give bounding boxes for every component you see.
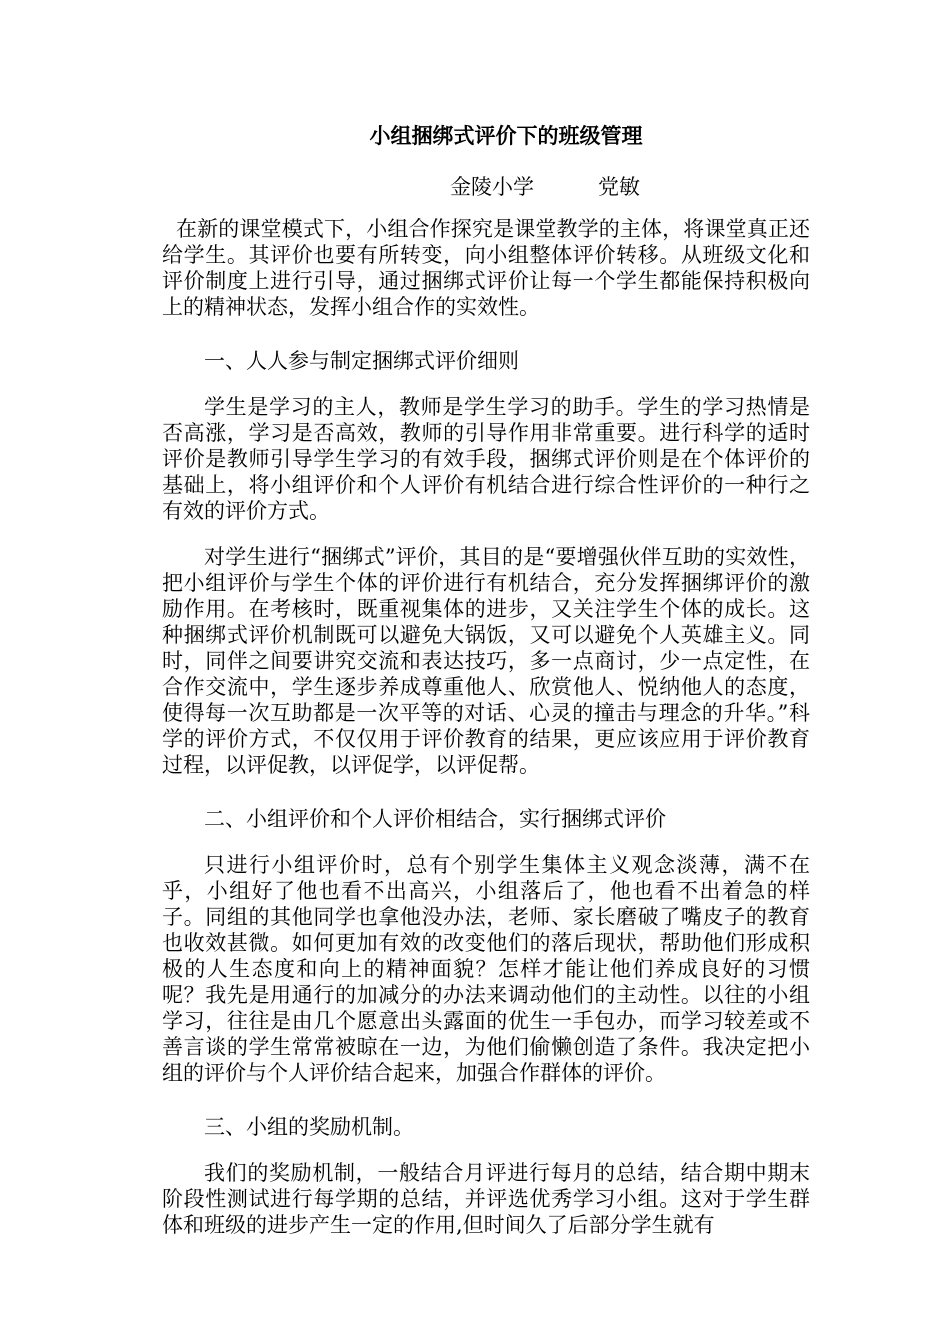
- author-byline: [162, 172, 810, 202]
- section-heading-3: 三、小组的奖励机制。: [204, 1115, 414, 1139]
- document-page: [162, 118, 810, 1238]
- section1-paragraph-2: 对学生进行“捆绑式”评价，其目的是“要增强伙伴互助的实效性，把小组评价与学生个体的评价进行有机结合，充分发挥捆绑评价的激励作用。在考核时，既重视集体的进步，又关注学生个体的成长。这种捆绑式评价机制既可以避免大锅饭，又可以避免个人英雄主义。同时，同伴之间要讲究交流和表达技巧，多一点商讨，少一点定性，在合作交流中，学生逐步养成尊重他人、欣赏他人、悦纳他人的态度，使得每一次互助都是一次平等的对话、心灵的撞击与理念的升华。”科学的评价方式，不仅仅用于评价教育的结果，更应该应用于评价教育过程，以评促教，以评促学，以评促帮。: [162, 545, 810, 777]
- document-title: 小组捆绑式评价下的班级管理: [369, 123, 643, 148]
- section-heading-2: 二、小组评价和个人评价相结合，实行捆绑式评价: [204, 807, 666, 831]
- author-name: 党敏: [598, 175, 640, 199]
- intro-paragraph: 在新的课堂模式下，小组合作探究是课堂教学的主体，将课堂真正还给学生。其评价也要有所转变，向小组整体评价转移。从班级文化和评价制度上进行引导，通过捆绑式评价让每一个学生都能保持积极向上的精神状态，发挥小组合作的实效性。: [162, 217, 810, 319]
- author-school: 金陵小学: [450, 175, 534, 199]
- section2-paragraph-1: 只进行小组评价时，总有个别学生集体主义观念淡薄，满不在乎，小组好了他也看不出高兴，小组落后了，他也看不出着急的样子。同组的其他同学也拿他没办法，老师、家长磨破了嘴皮子的教育也收效甚微。如何更加有效的改变他们的落后现状，帮助他们形成积极的人生态度和向上的精神面貌？怎样才能让他们养成良好的习惯呢？我先是用通行的加减分的办法来调动他们的主动性。以往的小组学习，往往是由几个愿意出头露面的优生一手包办，而学习较差或不善言谈的学生常常被晾在一边，为他们偷懒创造了条件。我决定把小组的评价与个人评价结合起来，加强合作群体的评价。: [162, 853, 810, 1085]
- section3-paragraph-1: 我们的奖励机制，一般结合月评进行每月的总结，结合期中期末阶段性测试进行每学期的总结，并评选优秀学习小组。这对于学生群体和班级的进步产生一定的作用,但时间久了后部分学生就有: [162, 1161, 810, 1237]
- section-heading-1: 一、人人参与制定捆绑式评价细则: [204, 349, 519, 373]
- section1-paragraph-1: 学生是学习的主人，教师是学生学习的助手。学生的学习热情是否高涨，学习是否高效，教师的引导作用非常重要。进行科学的适时评价是教师引导学生学习的有效手段，捆绑式评价则是在个体评价的基础上，将小组评价和个人评价有机结合进行综合性评价的一种行之有效的评价方式。: [162, 395, 810, 523]
